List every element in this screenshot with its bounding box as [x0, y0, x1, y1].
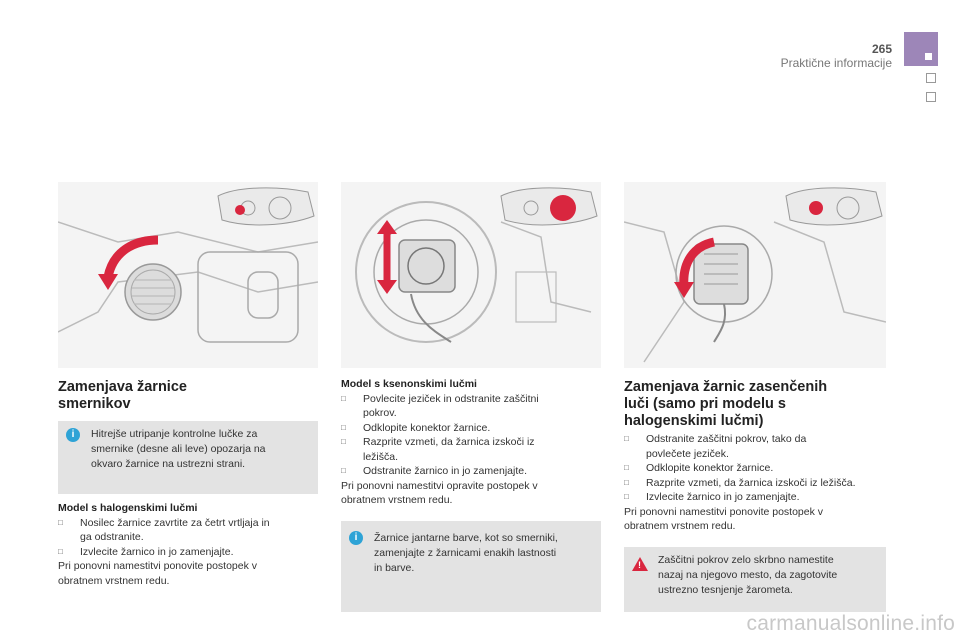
chapter-tab[interactable] [904, 32, 938, 66]
closing-text: obratnem vrstnem redu. [624, 520, 736, 532]
turn-signal-drawing [58, 182, 318, 368]
warning-text-cover [658, 553, 837, 598]
dipped-beam-drawing [624, 182, 886, 368]
info-box-turn-signal [58, 421, 318, 494]
chapter-tab-empty-1[interactable] [926, 73, 936, 83]
list-item: □ Izvlecite žarnico in jo zamenjajte. [58, 545, 320, 560]
info-line: okvaro žarnice na ustrezni strani. [91, 458, 246, 470]
warning-line: ustrezno tesnjenje žarometa. [658, 584, 793, 596]
info-icon: i [349, 531, 363, 545]
list-item: □ Odklopite konektor žarnice. [341, 421, 603, 436]
subhead-halogen: Model s halogenskimi lučmi [58, 502, 198, 514]
list-item [624, 432, 886, 461]
headlight-thumbnail-3 [786, 188, 882, 225]
text-turn-signal-halogen [58, 501, 320, 588]
list-item-line: □ Nosilec žarnice zavrtite za četrt vrtljaja in [80, 516, 270, 529]
info-box-amber-bulbs [341, 521, 601, 612]
heading-turn-signal-line2: smernikov [58, 396, 131, 412]
heading-dipped-beam [624, 379, 827, 430]
list-item-line: povlečete jeziček. [646, 447, 729, 460]
illustration-dipped-beam [624, 182, 886, 368]
warning-line: Zaščitni pokrov zelo skrbno namestite [658, 554, 834, 566]
warning-box-cover [624, 547, 886, 612]
closing-text: Pri ponovni namestitvi ponovite postopek v [58, 560, 258, 572]
subhead-xenon: Model s ksenonskimi lučmi [341, 378, 477, 390]
closing-text: obratnem vrstnem redu. [341, 494, 453, 506]
list-item-line: □ Odstranite zaščitni pokrov, tako da [646, 433, 807, 445]
xenon-drawing [341, 182, 601, 368]
chapter-tab-marker [925, 53, 932, 60]
page-number: 265 [871, 42, 892, 56]
info-line: smernike (desne ali leve) opozarja na [91, 443, 266, 455]
list-item-line: pokrov. [363, 407, 397, 419]
info-line: zamenjajte z žarnicami enakih lastnosti [374, 547, 557, 559]
info-line: in barve. [374, 562, 415, 574]
text-dipped-beam [624, 432, 886, 534]
info-line: Žarnice jantarne barve, kot so smerniki, [374, 532, 558, 544]
list-item-line: ga odstranite. [80, 531, 144, 543]
info-text-turn-signal [91, 427, 266, 472]
heading-dipped-line1: Zamenjava žarnic zasenčenih [624, 379, 828, 395]
closing-text: Pri ponovni namestitvi ponovite postopek v [624, 505, 824, 518]
heading-dipped-line2: luči (samo pri modelu s [624, 396, 786, 412]
warning-icon-glyph: ! [638, 560, 641, 570]
text-xenon [341, 377, 603, 508]
info-text-amber [374, 531, 558, 576]
list-item [341, 392, 603, 421]
info-line: Hitrejše utripanje kontrolne lučke za [91, 428, 258, 440]
closing-text: Pri ponovni namestitvi opravite postopek v [341, 479, 538, 492]
list-item: □ Razprite vzmeti, da žarnica izskoči iz ležišča. [624, 476, 886, 491]
list-item [341, 435, 603, 464]
closing-text: obratnem vrstnem redu. [58, 574, 170, 587]
list-item: □ Odstranite žarnico in jo zamenjajte. [341, 464, 603, 479]
warning-icon [632, 557, 648, 571]
list-item-line: □ Povlecite jeziček in odstranite zaščitni [363, 392, 539, 405]
watermark: carmanualsonline.info [746, 612, 955, 635]
list-item: □ Izvlecite žarnico in jo zamenjajte. [624, 490, 886, 505]
info-icon: i [66, 428, 80, 442]
headlight-thumbnail-2 [501, 188, 597, 225]
warning-line: nazaj na njegovo mesto, da zagotovite [658, 569, 838, 581]
list-item-line: □ Razprite vzmeti, da žarnica izskoči iz [363, 436, 535, 448]
illustration-xenon [341, 182, 601, 368]
list-item-line: ležišča. [363, 450, 399, 463]
list-item: □ Odklopite konektor žarnice. [624, 461, 886, 476]
headlight-thumbnail-1 [218, 188, 314, 225]
list-item [58, 516, 320, 545]
heading-turn-signal [58, 379, 187, 413]
section-title: Praktične informacije [780, 56, 892, 70]
heading-dipped-line3: halogenskimi lučmi) [624, 413, 764, 429]
heading-turn-signal-line1: Zamenjava žarnice [58, 379, 187, 395]
chapter-tab-empty-2[interactable] [926, 92, 936, 102]
illustration-turn-signal [58, 182, 318, 368]
